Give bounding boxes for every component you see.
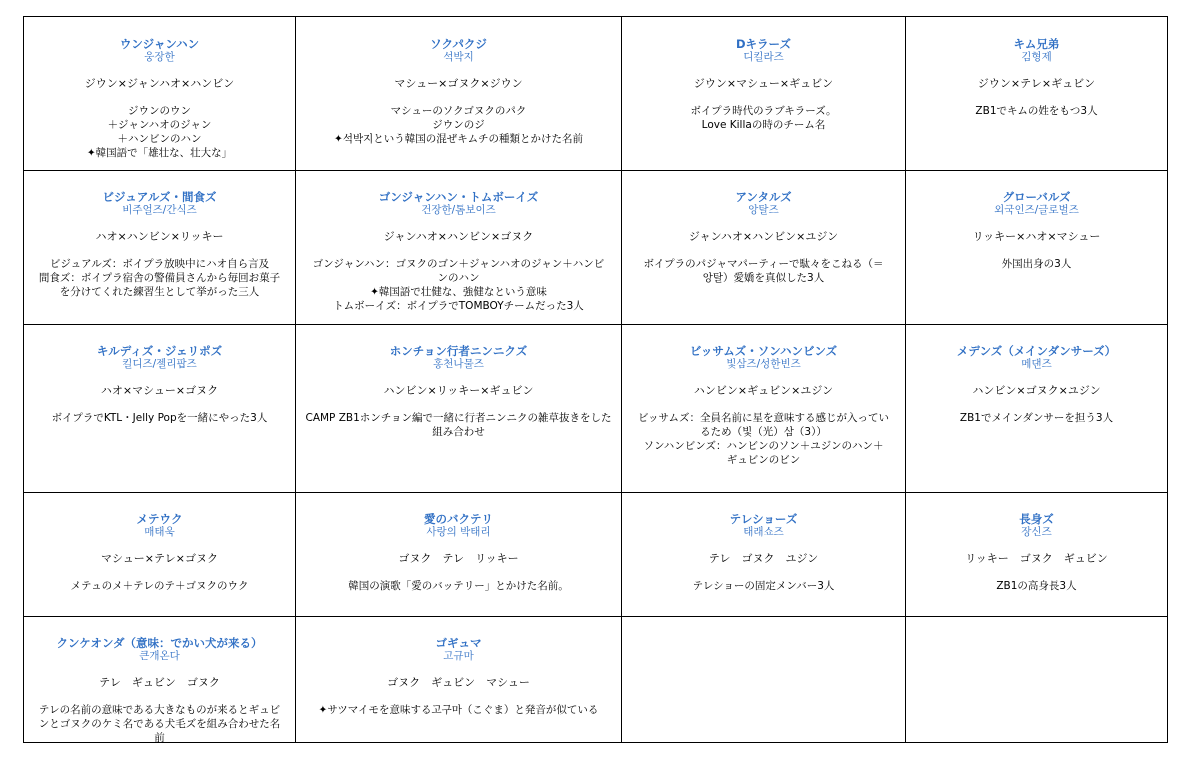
table-cell	[24, 616, 296, 742]
unit-description: ZB1でキムの姓をもつ3人	[975, 105, 1098, 117]
table-cell	[906, 324, 1167, 492]
unit-members: ハオ×ハンビン×リッキー	[95, 230, 224, 243]
unit-name: ホンチョン行者ニンニクズ	[389, 344, 528, 358]
unit-name: アンタルズ	[735, 190, 792, 204]
unit-description: ゴンジャンハン：ゴヌクのゴン＋ジャンハオのジャン＋ハンビ ンのハン ✦韓国語で壮健な、強健なという意味 トムボーイズ：ボイプラでTOMBOYチームだった3人	[312, 258, 605, 312]
unit-description: メテュのメ＋テレのテ＋ゴヌクのウク	[70, 580, 249, 592]
unit-members: ジウン×テレ×ギュビン	[977, 77, 1096, 90]
unit-hangul-name: 김형제	[1021, 51, 1052, 63]
unit-description: マシューのソクゴヌクのパク ジウンのジ ✦석박지という韓国の混ぜキムチの種類とかけた名前	[334, 105, 583, 145]
team-names-table	[23, 16, 1168, 743]
unit-members: マシュー×ゴヌク×ジウン	[394, 77, 523, 90]
table-cell	[24, 17, 296, 170]
unit-members: リッキー×ハオ×マシュー	[972, 230, 1101, 243]
unit-name: メテウク	[136, 512, 183, 526]
unit-hangul-name: 외국인즈/글로벌즈	[994, 204, 1079, 216]
unit-hangul-name: 메댄즈	[1021, 358, 1052, 370]
unit-description: 外国出身の3人	[1001, 258, 1072, 270]
unit-members: ハンビン×ギュビン×ユジン	[693, 384, 834, 397]
unit-name: 長身ズ	[1019, 512, 1054, 526]
unit-name: メデンズ（メインダンサーズ）	[956, 344, 1117, 358]
unit-members: ハンビン×リッキー×ギュビン	[383, 384, 534, 397]
unit-hangul-name: 빛삼즈/성한빈즈	[726, 358, 801, 370]
unit-description: ボイプラのパジャマパーティーで駄々をこねる（＝ 앙탈）愛嬌を真似した3人	[643, 258, 884, 284]
unit-name: キルディズ・ジェリポズ	[96, 344, 223, 358]
unit-name: ウンジャンハン	[119, 37, 200, 51]
table-cell	[622, 324, 906, 492]
unit-name: ソクパクジ	[430, 37, 487, 51]
unit-description: ジウンのウン ＋ジャンハオのジャン ＋ハンビンのハン ✦韓国語で「雄壮な、壮大な」	[86, 105, 233, 159]
unit-description: CAMP ZB1ホンチョン編で一緒に行者ニンニクの雑草抜きをした 組み合わせ	[305, 412, 612, 438]
unit-hangul-name: 사랑의 박태리	[426, 526, 491, 538]
table-cell	[906, 17, 1167, 170]
unit-members: マシュー×テレ×ゴヌク	[101, 552, 218, 565]
table-cell	[24, 492, 296, 616]
table-row	[24, 616, 1167, 742]
table-row	[24, 17, 1167, 171]
unit-description: テレショーの固定メンバー3人	[692, 580, 835, 592]
unit-name: テレショーズ	[729, 512, 798, 526]
table-cell	[906, 492, 1167, 616]
unit-description: ボイプラでKTL・Jelly Popを一緒にやった3人	[51, 412, 268, 424]
unit-description: ✦サツマイモを意味する고구마（こぐま）と発音が似ている	[318, 704, 599, 716]
table-row	[24, 170, 1167, 325]
unit-name: ゴンジャンハン・トムボーイズ	[378, 190, 539, 204]
table-cell	[296, 170, 622, 324]
table-cell	[622, 17, 906, 170]
unit-hangul-name: 킬디즈/젤리팝즈	[122, 358, 197, 370]
table-row	[24, 492, 1167, 617]
unit-name: グローバルズ	[1002, 190, 1071, 204]
unit-hangul-name: 비주얼즈/간식즈	[122, 204, 197, 216]
table-cell	[296, 324, 622, 492]
unit-hangul-name: 큰개온다	[139, 650, 180, 662]
table-row	[24, 324, 1167, 493]
unit-members: ジャンハオ×ハンビン×ゴヌク	[383, 230, 534, 243]
table-cell	[296, 17, 622, 170]
unit-name: 愛のバクテリ	[424, 512, 493, 526]
unit-description: ボイプラ時代のラブキラーズ。 Love Killaの時のチーム名	[690, 105, 837, 131]
unit-description: 韓国の演歌「愛のバッテリー」とかけた名前。	[348, 580, 569, 592]
unit-name: ゴギュマ	[435, 636, 482, 650]
unit-hangul-name: 홍천나물즈	[433, 358, 484, 370]
unit-hangul-name: 앙탈즈	[748, 204, 779, 216]
table-cell	[24, 170, 296, 324]
unit-name: クンケオンダ（意味：でかい犬が来る）	[56, 636, 263, 650]
unit-members: ジウン×マシュー×ギュビン	[693, 77, 834, 90]
unit-members: ハンビン×ゴヌク×ユジン	[972, 384, 1101, 397]
unit-hangul-name: 건장한/톰보이즈	[421, 204, 496, 216]
unit-hangul-name: 웅장한	[144, 51, 175, 63]
unit-members: テレ ギュビン ゴヌク	[99, 676, 220, 689]
unit-hangul-name: 매태욱	[144, 526, 175, 538]
unit-name: ビッサムズ・ソンハンビンズ	[689, 344, 838, 358]
table-cell	[906, 616, 1167, 742]
unit-description: ビジュアルズ：ボイプラ放映中にハオ自ら言及 間食ズ：ボイプラ宿舎の警備員さんから毎回お菓子 を分けてくれた練習生として挙がった三人	[38, 258, 281, 298]
unit-name: キム兄弟	[1013, 37, 1060, 51]
unit-members: ジャンハオ×ハンビン×ユジン	[688, 230, 839, 243]
table-cell	[906, 170, 1167, 324]
unit-description: ビッサムズ：全員名前に星を意味する感じが入ってい るため（빛（光）삼（3）） ソンハンビンズ：ハンビンのソン＋ユジンのハン＋ ギュビンのビン	[637, 412, 890, 466]
unit-description: テレの名前の意味である大きなものが来るとギュビ ンとゴヌクのケミ名である犬毛ズを組み合わせた名 前	[38, 704, 281, 742]
unit-members: ゴヌク ギュビン マシュー	[387, 676, 530, 689]
table-cell	[622, 492, 906, 616]
unit-members: ハオ×マシュー×ゴヌク	[100, 384, 219, 397]
unit-name: Dキラーズ	[736, 37, 791, 51]
unit-description: ZB1でメインダンサーを担う3人	[959, 412, 1114, 424]
unit-hangul-name: 석박지	[443, 51, 474, 63]
unit-hangul-name: 디킬라즈	[743, 51, 784, 63]
unit-description: ZB1の高身長3人	[996, 580, 1077, 592]
unit-members: ゴヌク テレ リッキー	[398, 552, 519, 565]
unit-members: テレ ゴヌク ユジン	[708, 552, 819, 565]
unit-members: リッキー ゴヌク ギュビン	[965, 552, 1108, 565]
table-cell	[296, 616, 622, 742]
table-cell	[296, 492, 622, 616]
unit-name: ビジュアルズ・間食ズ	[102, 190, 217, 204]
unit-members: ジウン×ジャンハオ×ハンビン	[84, 77, 235, 90]
table-cell	[24, 324, 296, 492]
unit-hangul-name: 태래쇼즈	[743, 526, 784, 538]
table-cell	[622, 616, 906, 742]
table-cell	[622, 170, 906, 324]
unit-hangul-name: 고규마	[443, 650, 474, 662]
unit-hangul-name: 장신즈	[1021, 526, 1052, 538]
